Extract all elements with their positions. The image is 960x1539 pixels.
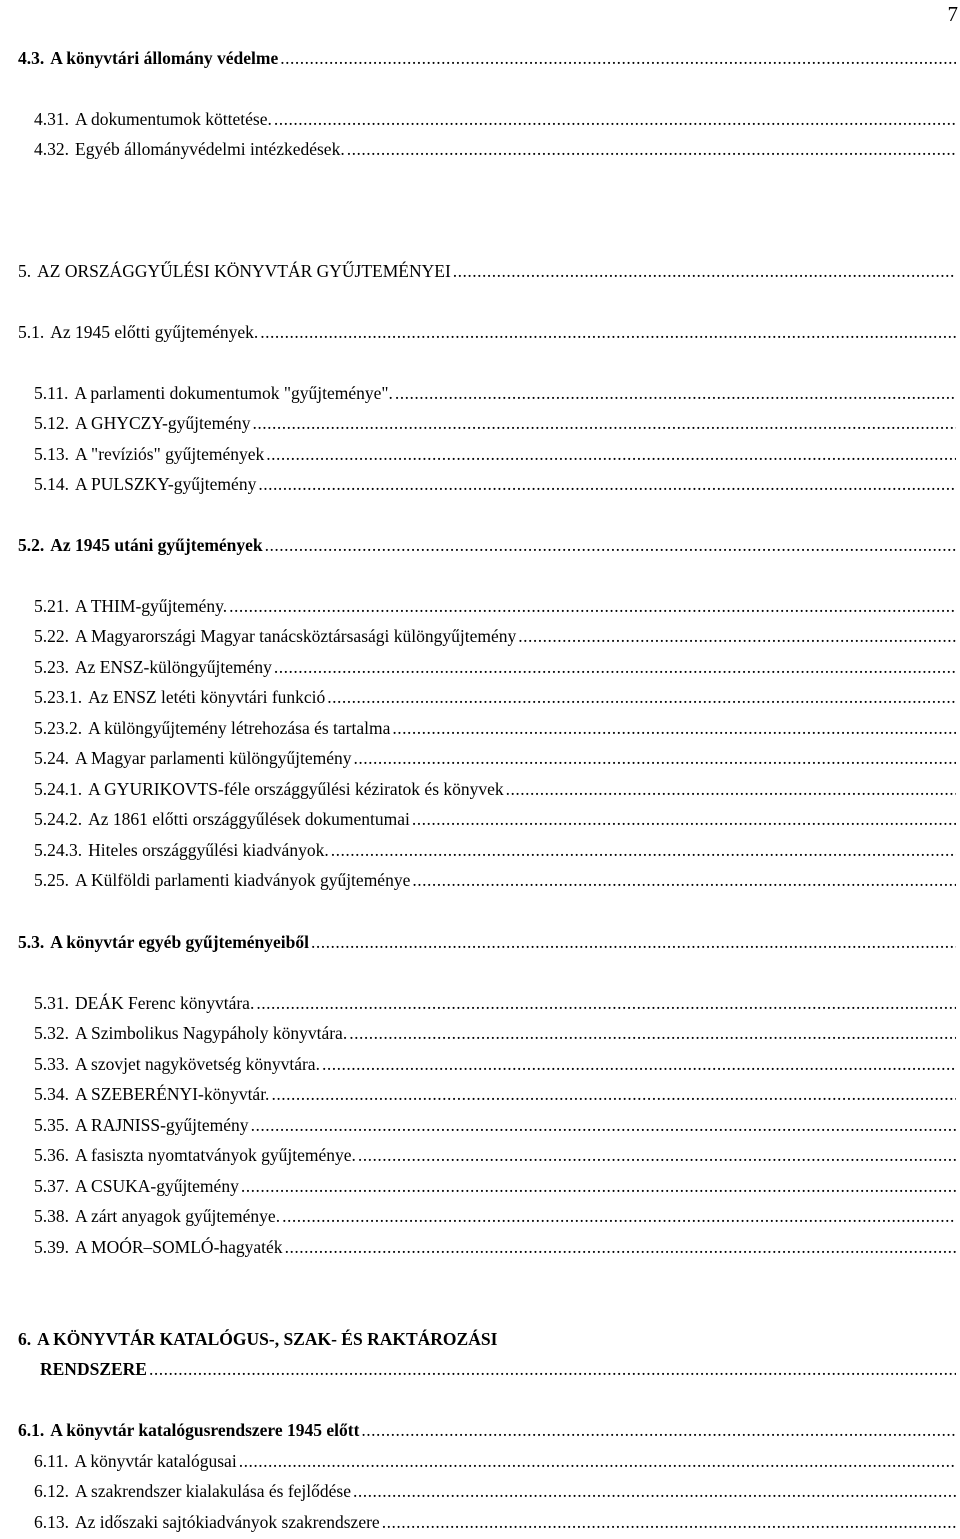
dot-leader [382,1510,956,1534]
toc-entry [0,1113,960,1137]
dot-leader [412,807,956,831]
toc-entry-number: 5.39. [34,1237,69,1257]
toc-entry-text [34,807,412,831]
toc-entry-title: A RAJNISS-gyűjtemény [75,1115,249,1135]
toc-entry-title: Hiteles országgyűlési kiadványok. [88,840,329,860]
dot-leader [274,107,956,131]
toc-entry [0,1082,960,1106]
toc-entry-text [34,746,354,770]
toc-entry-title: A különgyűjtemény létrehozása és tartalma [88,718,391,738]
toc-entry [0,1479,960,1503]
dot-leader [251,1113,956,1137]
dot-leader [327,685,956,709]
dot-leader [258,472,956,496]
toc-entry-text [34,1052,322,1076]
toc-entry-number: 5.2. [18,535,45,555]
toc-entry-number: 5.1. [18,322,45,342]
toc-entry-title: A SZEBERÉNYI-könyvtár. [75,1084,270,1104]
toc-entry-title: A MOÓR–SOMLÓ-hagyaték [75,1237,283,1257]
toc-entry [0,1235,960,1259]
toc-entry-text [34,1235,285,1259]
dot-leader [395,381,956,405]
toc-entry-text [18,46,280,70]
toc-entry-number: 5.33. [34,1054,69,1074]
toc-entry-text [40,1357,149,1381]
toc-entry-text [34,594,229,618]
toc-entry-text [34,137,347,161]
dot-leader [311,930,956,954]
toc-entry-text [34,1082,271,1106]
toc-entry [0,807,960,831]
toc-entry [0,1174,960,1198]
toc-entry-title: A parlamenti dokumentumok "gyűjteménye". [74,383,393,403]
toc-entry-number: 4.3. [18,48,45,68]
toc-entry [0,411,960,435]
toc-entry-text [34,1510,382,1534]
toc-entry-number: 6. [18,1329,32,1349]
toc-entry-text [34,1449,239,1473]
dot-leader [280,46,956,70]
toc-entry [0,1327,960,1351]
toc-entry [0,320,960,344]
dot-leader [361,1418,956,1442]
toc-entry-number: 5.11. [34,383,69,403]
toc-entry-title: A könyvtár katalógusai [74,1451,237,1471]
dot-leader [241,1174,956,1198]
toc-entry-number: 6.11. [34,1451,69,1471]
toc-entry-title: Az ENSZ letéti könyvtári funkció [88,687,326,707]
toc-entry-text [34,624,518,648]
toc-entry [0,1510,960,1534]
toc-entry [0,777,960,801]
dot-leader [256,991,956,1015]
toc-entry-number: 5.24.1. [34,779,83,799]
toc-entry-number: 6.13. [34,1512,69,1532]
toc-entry-text [34,1174,241,1198]
toc-entry-text [34,685,327,709]
toc-entry-title: A GHYCZY-gyűjtemény [75,413,251,433]
dot-leader [282,1204,956,1228]
toc-entry-number: 5.23.1. [34,687,83,707]
toc-entry [0,1418,960,1442]
toc-entry [0,1449,960,1473]
toc-entry-text [18,533,265,557]
toc-entry-number: 5.24. [34,748,69,768]
toc-entry-number: 5.34. [34,1084,69,1104]
toc-entry [0,746,960,770]
toc-entry-number: 4.31. [34,109,69,129]
toc-entry-title: AZ ORSZÁGGYŰLÉSI KÖNYVTÁR GYŰJTEMÉNYEI [37,261,451,281]
dot-leader [260,320,956,344]
dot-leader [392,716,956,740]
toc-entry-title: A szakrendszer kialakulása és fejlődése [75,1481,351,1501]
toc-entry-title: RENDSZERE [40,1359,147,1379]
dot-leader [506,777,956,801]
toc-entry [0,1357,960,1381]
toc-entry-text [34,1204,282,1228]
toc-entry-number: 6.12. [34,1481,69,1501]
toc-entry-title: DEÁK Ferenc könyvtára. [75,993,255,1013]
toc-entry-title: Az ENSZ-különgyűjtemény [75,657,272,677]
toc-entry [0,137,960,161]
toc-entry-text [34,655,274,679]
toc-entry-text [34,868,412,892]
dot-leader [358,1143,956,1167]
toc-entry [0,716,960,740]
toc-entry-title: A Szimbolikus Nagypáholy könyvtára. [75,1023,348,1043]
toc-entry-text [34,1113,251,1137]
toc-entry [0,594,960,618]
dot-leader [349,1021,956,1045]
toc-entry-title: A szovjet nagykövetség könyvtára. [75,1054,320,1074]
toc-entry-title: A KÖNYVTÁR KATALÓGUS-, SZAK- ÉS RAKTÁROZÁSI [37,1329,498,1349]
toc-entry [0,46,960,70]
toc-entry-title: A dokumentumok köttetése. [75,109,272,129]
toc-entry-title: A fasiszta nyomtatványok gyűjteménye. [75,1145,356,1165]
toc-entry-number: 5.14. [34,474,69,494]
toc-entry [0,1052,960,1076]
dot-leader [274,655,956,679]
toc-entry-number: 5.25. [34,870,69,890]
toc-entry [0,259,960,283]
toc-entry-text [34,838,331,862]
dot-leader [271,1082,956,1106]
toc-entry-text [34,472,258,496]
toc-entry [0,624,960,648]
toc-entry-number: 6.1. [18,1420,45,1440]
toc-entry-number: 5.22. [34,626,69,646]
toc-entry-text [18,1327,499,1351]
toc-entry [0,868,960,892]
toc-entry-text [34,1143,358,1167]
toc-entry [0,533,960,557]
dot-leader [239,1449,956,1473]
dot-leader [322,1052,956,1076]
toc-entry-title: A Külföldi parlamenti kiadványok gyűjteménye [75,870,411,890]
dot-leader [266,442,956,466]
toc-entry [0,107,960,131]
toc-entry-text [18,259,453,283]
toc-entry-title: Az 1945 utáni gyűjtemények [50,535,263,555]
toc-entry-number: 5.21. [34,596,69,616]
toc-entry-text [34,442,266,466]
toc-entry-number: 5.38. [34,1206,69,1226]
toc-entry-number: 5.36. [34,1145,69,1165]
toc-entry-title: A CSUKA-gyűjtemény [75,1176,239,1196]
toc-entry-title: Az 1945 előtti gyűjtemények. [50,322,259,342]
toc-entry-number: 5.23. [34,657,69,677]
page-number: 7 [947,2,958,26]
toc-entry-text [34,716,392,740]
toc-entry-title: A könyvtár egyéb gyűjteményeiből [50,932,310,952]
toc-entry-title: A zárt anyagok gyűjteménye. [75,1206,281,1226]
toc-entry-title: A könyvtári állomány védelme [50,48,279,68]
toc-entry-text [18,1418,361,1442]
toc-entry [0,685,960,709]
toc-entry-text [18,320,260,344]
toc-entry-title: A könyvtár katalógusrendszere 1945 előtt [50,1420,360,1440]
dot-leader [412,868,956,892]
toc-entry-number: 5.24.2. [34,809,83,829]
toc-entry-text [34,107,274,131]
dot-leader [285,1235,956,1259]
toc-entry [0,991,960,1015]
toc-entry-text [34,381,395,405]
toc-entry-text [34,777,506,801]
dot-leader [331,838,956,862]
toc-entry [0,381,960,405]
toc-entry-number: 5.13. [34,444,69,464]
toc-entry [0,838,960,862]
dot-leader [453,259,956,283]
toc-entry-title: A THIM-gyűjtemény. [75,596,228,616]
toc-entry-title: A PULSZKY-gyűjtemény [75,474,257,494]
toc-entry-number: 5.37. [34,1176,69,1196]
dot-leader [354,746,956,770]
toc-entry-title: A GYURIKOVTS-féle országgyűlési kéziratok és könyvek [88,779,504,799]
toc-entry-number: 5.31. [34,993,69,1013]
toc-entry-number: 5.24.3. [34,840,83,860]
toc-entry-text [34,1021,349,1045]
toc-entry-title: A "revíziós" gyűjtemények [75,444,265,464]
toc-entry-number: 4.32. [34,139,69,159]
dot-leader [149,1357,956,1381]
dot-leader [347,137,956,161]
toc-entry-number: 5.35. [34,1115,69,1135]
toc-entry [0,1143,960,1167]
dot-leader [265,533,956,557]
toc-entry-number: 5.23.2. [34,718,83,738]
toc-entry [0,472,960,496]
toc-entry-text [34,411,252,435]
toc-entry [0,442,960,466]
toc-entry-title: Az 1861 előtti országgyűlések dokumentumai [88,809,410,829]
toc-entry-title: A Magyar parlamenti különgyűjtemény [75,748,352,768]
toc-entry-text [18,930,311,954]
toc-entry-title: Az időszaki sajtókiadványok szakrendszere [75,1512,380,1532]
toc-entry-text [34,991,256,1015]
toc-entry-text [34,1479,353,1503]
toc-entry-number: 5.3. [18,932,45,952]
toc-entry-number: 5.12. [34,413,69,433]
toc-entry [0,655,960,679]
toc-entry-title: A Magyarországi Magyar tanácsköztársasági különgyűjtemény [75,626,517,646]
toc-entry [0,1021,960,1045]
toc-entry [0,1204,960,1228]
toc-entry-number: 5.32. [34,1023,69,1043]
toc-entry-number: 5. [18,261,32,281]
toc-entry-title: Egyéb állományvédelmi intézkedések. [75,139,345,159]
dot-leader [229,594,956,618]
dot-leader [353,1479,956,1503]
toc-entry [0,930,960,954]
dot-leader [252,411,956,435]
dot-leader [518,624,956,648]
